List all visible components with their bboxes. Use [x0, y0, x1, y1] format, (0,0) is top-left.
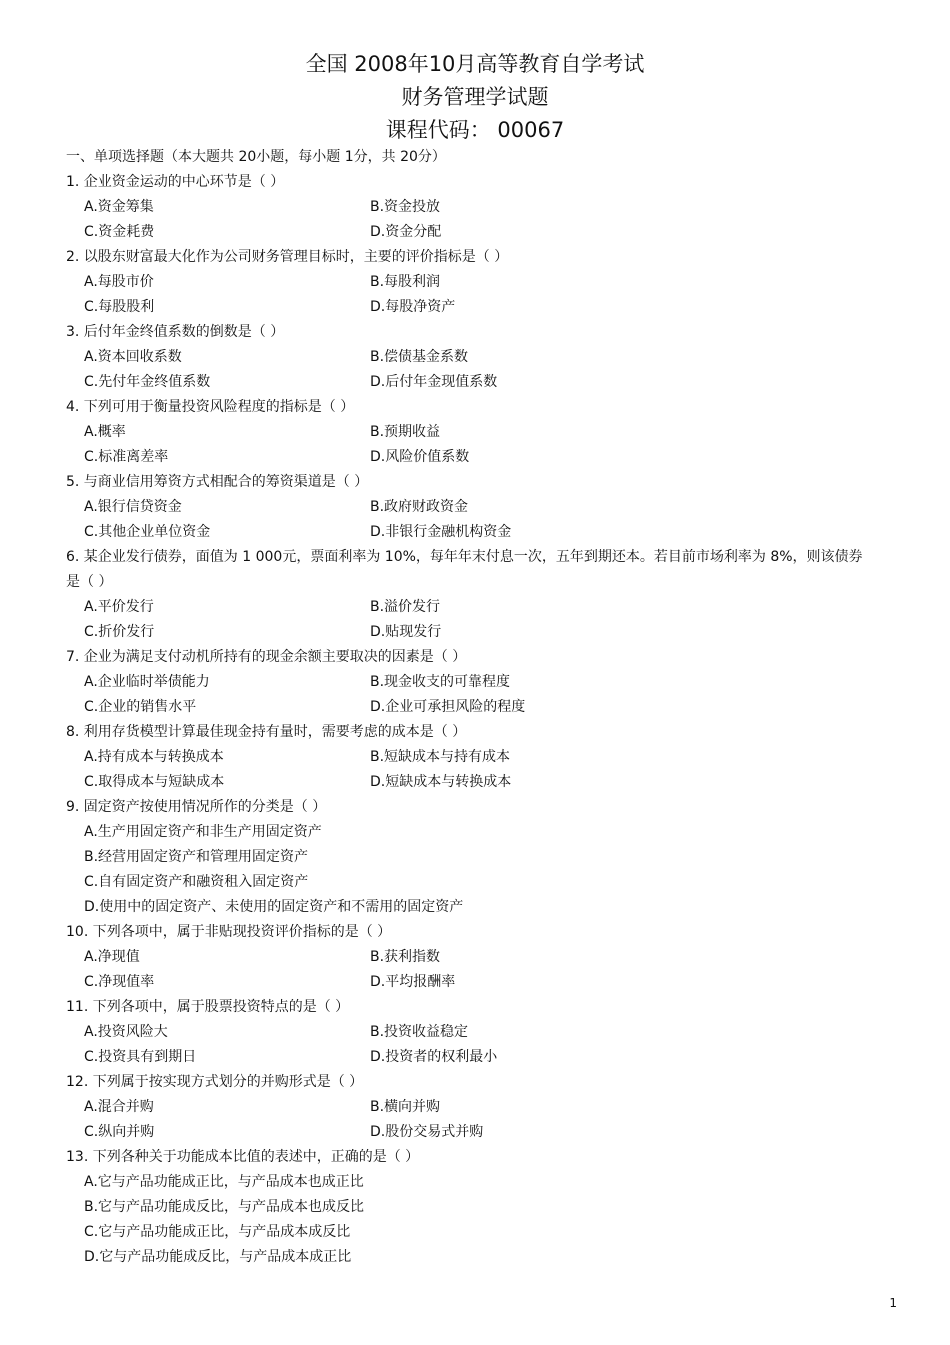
answer-option: B.短缺成本与持有成本 [370, 749, 511, 765]
answer-option: C.取得成本与短缺成本 [84, 774, 225, 790]
option-group [66, 1170, 866, 1270]
question-block [66, 470, 866, 545]
questions-container [66, 170, 866, 1270]
question-block [66, 545, 866, 645]
question-block [66, 995, 866, 1070]
answer-option: B.它与产品功能成反比，与产品成本也成反比 [84, 1199, 365, 1215]
answer-option: D.平均报酬率 [370, 974, 456, 990]
question-stem: 11. 下列各项中，属于股票投资特点的是（ ） [66, 999, 350, 1015]
answer-option: A.企业临时举债能力 [84, 674, 210, 690]
page-number: 1 [889, 1296, 897, 1310]
answer-option: C.先付年金终值系数 [84, 374, 211, 390]
option-group [66, 745, 866, 795]
question-stem: 10. 下列各项中，属于非贴现投资评价指标的是（ ） [66, 924, 392, 940]
option-group [66, 945, 866, 995]
question-block [66, 320, 866, 395]
answer-option: D.资金分配 [370, 224, 442, 240]
answer-option: B.横向并购 [370, 1099, 441, 1115]
answer-option: B.获利指数 [370, 949, 441, 965]
answer-option: C.投资具有到期日 [84, 1049, 197, 1065]
answer-option: D.企业可承担风险的程度 [370, 699, 526, 715]
answer-option: D.它与产品功能成反比，与产品成本成正比 [84, 1249, 352, 1265]
answer-option: A.投资风险大 [84, 1024, 168, 1040]
question-block [66, 795, 866, 920]
question-stem: 6. 某企业发行债券，面值为 1 000元，票面利率为 10%，每年年末付息一次，五年到期还本。若目前市场利率为 8%，则该债券是（ ） [66, 549, 863, 590]
answer-option: C.企业的销售水平 [84, 699, 197, 715]
question-stem: 7. 企业为满足支付动机所持有的现金余额主要取决的因素是（ ） [66, 649, 467, 665]
question-stem: 4. 下列可用于衡量投资风险程度的指标是（ ） [66, 399, 355, 415]
question-block [66, 170, 866, 245]
answer-option: C.自有固定资产和融资租入固定资产 [84, 874, 309, 890]
answer-option: C.资金耗费 [84, 224, 155, 240]
answer-option: D.投资者的权利最小 [370, 1049, 498, 1065]
answer-option: C.纵向并购 [84, 1124, 155, 1140]
question-list [66, 145, 866, 1270]
answer-option: B.预期收益 [370, 424, 441, 440]
question-stem: 5. 与商业信用筹资方式相配合的筹资渠道是（ ） [66, 474, 369, 490]
answer-option: C.它与产品功能成正比，与产品成本成反比 [84, 1224, 351, 1240]
option-group [66, 270, 866, 320]
answer-option: A.混合并购 [84, 1099, 154, 1115]
answer-option: B.现金收支的可靠程度 [370, 674, 511, 690]
answer-option: A.净现值 [84, 949, 140, 965]
answer-option: C.标准离差率 [84, 449, 169, 465]
exam-subject: 财务管理学试题 [401, 85, 549, 109]
question-block [66, 395, 866, 470]
answer-option: A.生产用固定资产和非生产用固定资产 [84, 824, 322, 840]
question-block [66, 920, 866, 995]
answer-option: A.资本回收系数 [84, 349, 182, 365]
answer-option: D.非银行金融机构资金 [370, 524, 512, 540]
option-group [66, 595, 866, 645]
option-group [66, 345, 866, 395]
answer-option: D.使用中的固定资产、未使用的固定资产和不需用的固定资产 [84, 899, 464, 915]
option-group [66, 1095, 866, 1145]
question-stem: 9. 固定资产按使用情况所作的分类是（ ） [66, 799, 327, 815]
answer-option: D.股份交易式并购 [370, 1124, 484, 1140]
section-heading: 一、单项选择题（本大题共 20小题，每小题 1分，共 20分） [66, 149, 446, 165]
answer-option: A.概率 [84, 424, 126, 440]
answer-option: D.每股净资产 [370, 299, 456, 315]
question-stem: 2. 以股东财富最大化作为公司财务管理目标时，主要的评价指标是（ ） [66, 249, 509, 265]
option-group [66, 820, 866, 920]
exam-header [0, 48, 950, 147]
option-group [66, 195, 866, 245]
question-stem: 12. 下列属于按实现方式划分的并购形式是（ ） [66, 1074, 364, 1090]
answer-option: D.短缺成本与转换成本 [370, 774, 512, 790]
option-group [66, 420, 866, 470]
option-group [66, 1020, 866, 1070]
question-block [66, 1070, 866, 1145]
answer-option: D.风险价值系数 [370, 449, 470, 465]
answer-option: B.资金投放 [370, 199, 441, 215]
answer-option: A.平价发行 [84, 599, 154, 615]
option-group [66, 670, 866, 720]
answer-option: D.贴现发行 [370, 624, 442, 640]
question-stem: 13. 下列各种关于功能成本比值的表述中，正确的是（ ） [66, 1149, 420, 1165]
answer-option: A.它与产品功能成正比，与产品成本也成正比 [84, 1174, 364, 1190]
answer-option: C.折价发行 [84, 624, 155, 640]
answer-option: B.溢价发行 [370, 599, 441, 615]
course-code: 课程代码： 00067 [385, 118, 565, 142]
question-block [66, 1145, 866, 1270]
answer-option: A.银行信贷资金 [84, 499, 182, 515]
question-stem: 8. 利用存货模型计算最佳现金持有量时，需要考虑的成本是（ ） [66, 724, 467, 740]
question-stem: 1. 企业资金运动的中心环节是（ ） [66, 174, 285, 190]
answer-option: C.其他企业单位资金 [84, 524, 211, 540]
answer-option: C.净现值率 [84, 974, 155, 990]
question-block [66, 645, 866, 720]
answer-option: B.经营用固定资产和管理用固定资产 [84, 849, 309, 865]
answer-option: B.政府财政资金 [370, 499, 469, 515]
answer-option: A.资金筹集 [84, 199, 154, 215]
question-block [66, 245, 866, 320]
answer-option: B.投资收益稳定 [370, 1024, 469, 1040]
option-group [66, 495, 866, 545]
answer-option: B.偿债基金系数 [370, 349, 469, 365]
question-block [66, 720, 866, 795]
answer-option: A.每股市价 [84, 274, 154, 290]
answer-option: A.持有成本与转换成本 [84, 749, 224, 765]
answer-option: B.每股利润 [370, 274, 441, 290]
answer-option: C.每股股利 [84, 299, 155, 315]
exam-title: 全国 2008年10月高等教育自学考试 [305, 52, 645, 76]
answer-option: D.后付年金现值系数 [370, 374, 498, 390]
question-stem: 3. 后付年金终值系数的倒数是（ ） [66, 324, 285, 340]
